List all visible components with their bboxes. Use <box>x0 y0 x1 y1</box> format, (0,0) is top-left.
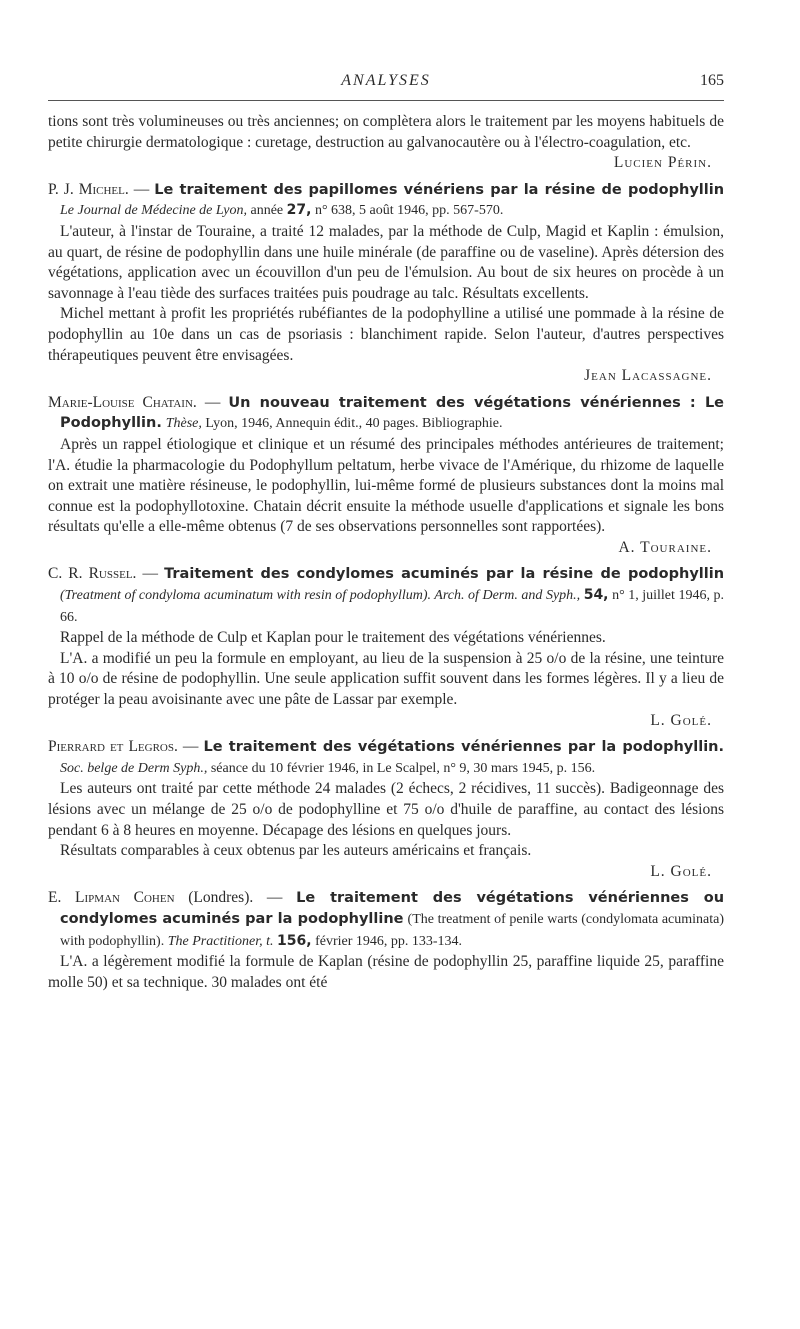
header-rule <box>48 100 724 101</box>
entry-citation <box>48 564 724 628</box>
intro-signature: Lucien Périn. <box>613 154 712 172</box>
entry-journal: Le Journal de Médecine de Lyon, <box>60 203 247 219</box>
entry-journal: (The treatment of penile warts (condylomata acuminata) with podophyllin). <box>60 911 725 949</box>
entry-source-b: février 1946, pp. 133-134. <box>315 933 463 949</box>
entry-title: Traitement des condylomes acuminés par la résine de podophyllin <box>164 566 725 583</box>
entry-paragraph: Michel mettant à profit les propriétés rubéfiantes de la podophylline a utilisé une pommade à la résine de podophyllin au 10e dans un cas de psoriasis : blanchiment rapide. Selon l'auteur, d'autres perspectives thérapeutiques peuvent être envisagées. <box>48 305 724 364</box>
entry-source-a: année <box>250 203 284 219</box>
entry-source <box>60 203 503 218</box>
page-number: 165 <box>700 72 724 89</box>
entry-paragraph: Les auteurs ont traité par cette méthode 24 malades (2 échecs, 2 récidives, 11 succès). Badigeonnage des lésions avec un mélange de 25 o/o de podophylline et 75 o/o d'huile de paraffine, au contact des lésions pendant 6 à 8 heures en moyenne. Décapage des lésions en quelques jours. <box>48 780 724 839</box>
entry-signature: L. Golé. <box>650 862 712 880</box>
entry-title-prefix: (Londres). — <box>188 889 283 907</box>
entry-source-b: n° 1, juillet 1946, p. 66. <box>60 588 724 625</box>
abstract-entry <box>48 888 724 993</box>
abstract-entry <box>48 393 724 559</box>
entry-author: C. R. Russel. <box>48 565 137 583</box>
entry-author: P. J. Michel. <box>48 180 129 198</box>
running-head <box>48 72 724 96</box>
entry-paragraph: L'A. a modifié un peu la formule en employant, au lieu de la suspension à 25 o/o de la résine, une teinture à 10 o/o de résine de podophyllin. Une seule application suffit souvent dans les formes légères. Il y a lieu de protéger la peau avoisinante avec une pâte de Lassar par exemple. <box>48 649 724 709</box>
entry-volume: 27, <box>286 202 312 219</box>
entry-citation <box>48 393 724 435</box>
entry-author: Pierrard et Legros. <box>48 738 178 756</box>
entry-title: Le traitement des papillomes vénériens par la résine de podophyllin <box>154 181 725 198</box>
entry-volume: 156, <box>277 932 312 949</box>
entry-title: Un nouveau traitement des végétations vénériennes : Le Podophyllin. <box>60 394 725 432</box>
entry-citation <box>48 180 724 222</box>
entry-dash: — <box>142 565 165 583</box>
entry-dash: — <box>133 180 155 198</box>
abstract-entry <box>48 180 724 387</box>
entry-paragraph: L'A. a légèrement modifié la formule de Kaplan (résine de podophyllin 25, paraffine liquide 25, paraffine molle 50) et sa technique. 30 malades ont été <box>48 953 724 991</box>
entry-title: Le traitement des végétations vénériennes ou condylomes acuminés par la podophylline <box>60 890 725 927</box>
abstract-entry <box>48 564 724 731</box>
article-body <box>48 112 724 993</box>
intro-paragraph: tions sont très volumineuses ou très anciennes; on complètera alors le traitement par les moyens habituels de petite chirurgie dermatologique : curetage, destruction au galvanocautère ou à l'électro-coagulation, etc. <box>48 113 724 151</box>
entry-source-a: The Practitioner, t. <box>167 933 274 949</box>
entry-volume: 54, <box>583 587 609 604</box>
entry-journal: Thèse, <box>165 416 202 432</box>
entry-paragraph: Rappel de la méthode de Culp et Kaplan pour le traitement des végétations vénériennes. <box>60 629 606 647</box>
entry-signature: A. Touraine. <box>618 538 712 556</box>
running-title: ANALYSES <box>341 72 431 89</box>
entry-journal: (Treatment of condyloma acuminatum with resin of podophyllum). Arch. of Derm. and Syph., <box>60 588 581 604</box>
entry-source <box>60 761 595 776</box>
entry-author: E. Lipman Cohen <box>48 889 175 907</box>
entry-dash: — <box>204 393 229 411</box>
entry-source <box>166 416 503 431</box>
entry-signature: L. Golé. <box>650 711 712 729</box>
entry-paragraph: Résultats comparables à ceux obtenus par les auteurs américains et français. <box>60 842 532 860</box>
entry-source-a: séance du 10 février 1946, in Le Scalpel, n° 9, 30 mars 1945, p. 156. <box>210 760 596 776</box>
entry-author: Marie-Louise Chatain. <box>48 393 197 411</box>
entry-source <box>60 588 724 625</box>
entry-citation <box>48 737 724 779</box>
entry-title: Le traitement des végétations vénériennes par la podophyllin. <box>203 739 725 756</box>
entry-dash: — <box>182 738 204 756</box>
entry-journal: Soc. belge de Derm Syph., <box>60 760 208 776</box>
entry-source-b: n° 638, 5 août 1946, pp. 567-570. <box>314 203 504 219</box>
entry-paragraph: Après un rappel étiologique et clinique et un résumé des principales méthodes antérieures de traitement; l'A. étudie la pharmacologie du Podophyllum peltatum, herbe vivace de l'Amérique, du rhizome de laquelle on extrait une matière résineuse, le podophyllin, lui-même formé de plusieurs substances dont la moins mal connue est la podophyllotoxine. Chatain décrit ensuite la méthode usuelle d'applications et signale les bons résultats qu'elle a elle-même obtenus (7 de ses observations personnelles sont rapportées). <box>48 435 724 536</box>
entry-signature: Jean Lacassagne. <box>584 367 712 385</box>
entry-paragraph: L'auteur, à l'instar de Touraine, a traité 12 malades, par la méthode de Culp, Magid et Kaplin : émulsion, au quart, de résine de podophyllin dans une huile minérale (de paraffine ou de vaseline). Après détersion des végétations, application avec un écouvillon d'un peu de l'émulsion. Au bout de six heures on procède à un savonnage à l'eau tiède des surfaces traitées puis poudrage au talc. Résultats excellents. <box>48 222 724 302</box>
entry-source-a: Lyon, 1946, Annequin édit., 40 pages. Bibliographie. <box>205 416 503 432</box>
entry-citation <box>48 888 724 952</box>
abstract-entry <box>48 737 724 882</box>
